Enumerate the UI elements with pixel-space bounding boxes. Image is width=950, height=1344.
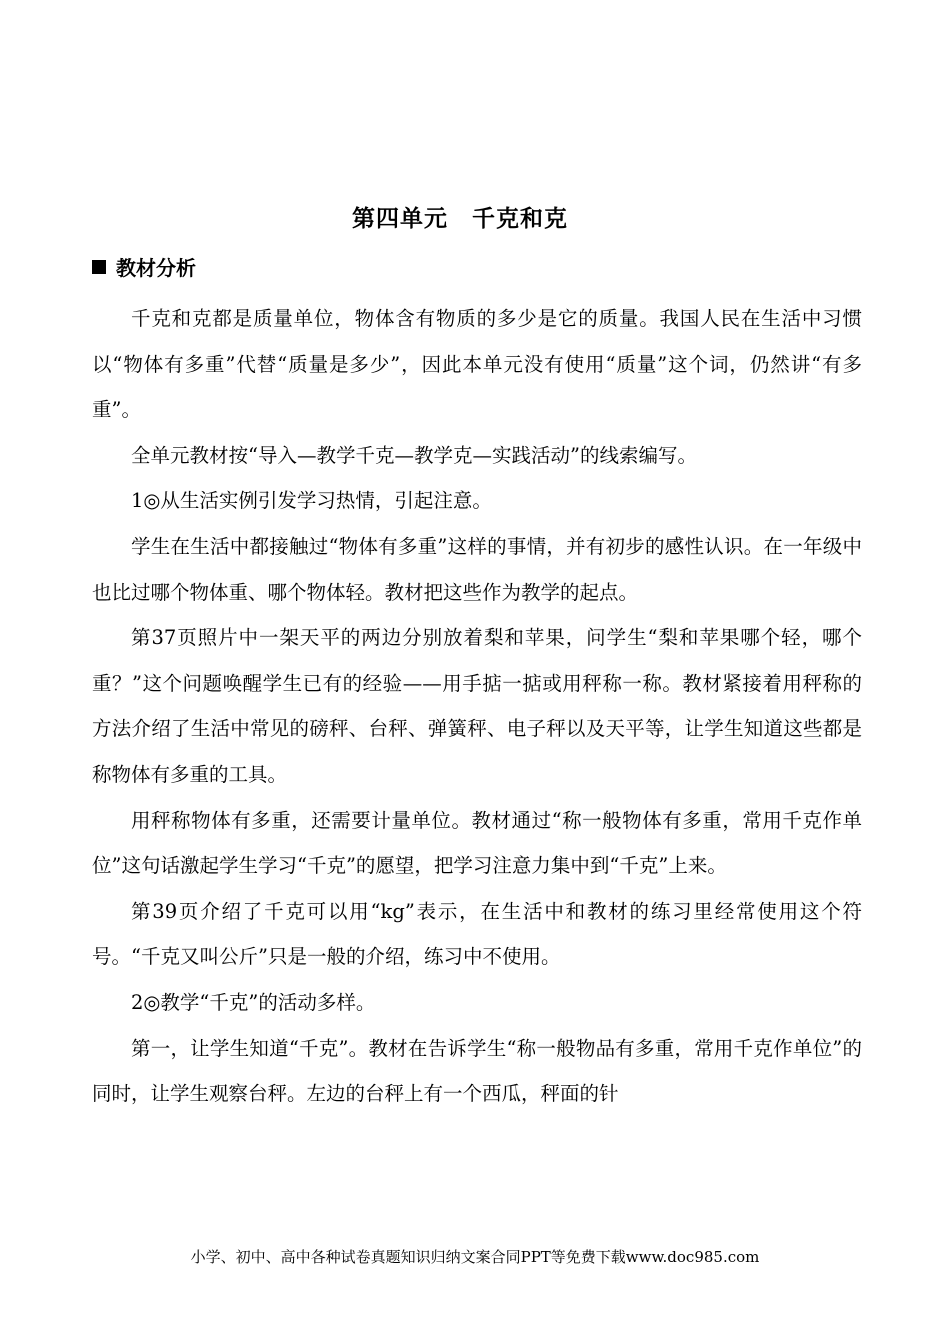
paragraph-8: 2◎教学“千克”的活动多样。 [131, 990, 376, 1014]
page-title: 第四单元 千克和克 [352, 206, 568, 232]
page-footer: 小学、初中、高中各种试卷真题知识归纳文案合同PPT等免费下载www.doc985.com [190, 1248, 760, 1266]
paragraph-6: 用秤称物体有多重，还需要计量单位。教材通过“称一般物体有多重，常用千克作单位”这句话激起学生学习“千克”的愿望，把学习注意力集中到“千克”上来。 [92, 808, 862, 878]
paragraph-3: 1◎从生活实例引发学习热情，引起注意。 [131, 489, 492, 513]
paragraph-5: 第37页照片中一架天平的两边分别放着梨和苹果，问学生“梨和苹果哪个轻，哪个重？”这个问题唤醒学生已有的经验——用手掂一掂或用秤称一称。教材紧接着用秤称的方法介绍了生活中常见的磅秤、台秤、弹簧秤、电子秤以及天平等，让学生知道这些都是称物体有多重的工具。 [92, 626, 862, 786]
section-heading [92, 252, 196, 281]
paragraph-1: 千克和克都是质量单位，物体含有物质的多少是它的质量。我国人民在生活中习惯以“物体有多重”代替“质量是多少”，因此本单元没有使用“质量”这个词，仍然讲“有多重”。 [92, 307, 862, 422]
paragraph-9: 第一，让学生知道“千克”。教材在告诉学生“称一般物品有多重，常用千克作单位”的同时，让学生观察台秤。左边的台秤上有一个西瓜，秤面的针 [92, 1036, 862, 1106]
paragraph-4: 学生在生活中都接触过“物体有多重”这样的事情，并有初步的感性认识。在一年级中也比过哪个物体重、哪个物体轻。教材把这些作为教学的起点。 [92, 534, 862, 604]
section-heading-label: 教材分析 [116, 256, 196, 280]
body-text [92, 296, 862, 1117]
paragraph-7: 第39页介绍了千克可以用“kg”表示，在生活中和教材的练习里经常使用这个符号。“千克又叫公斤”只是一般的介绍，练习中不使用。 [92, 899, 862, 969]
paragraph-2: 全单元教材按“导入—教学千克—教学克—实践活动”的线索编写。 [131, 443, 697, 467]
black-square-icon [92, 260, 106, 274]
